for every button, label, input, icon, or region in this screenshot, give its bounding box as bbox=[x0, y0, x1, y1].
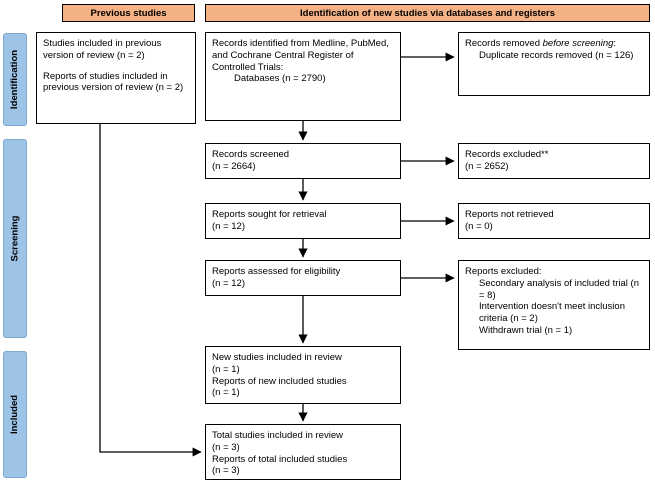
phase-label-included-text: Included bbox=[9, 394, 21, 435]
box-reports-sought bbox=[205, 203, 401, 239]
phase-label-identification bbox=[3, 33, 27, 126]
records-removed-suffix: : bbox=[613, 38, 617, 49]
header-identification-new-studies: Identification of new studies via databases and registers bbox=[205, 4, 650, 22]
new-studies-line1: New studies included in review bbox=[212, 352, 342, 363]
total-studies-line1: Total studies included in review bbox=[212, 430, 343, 441]
records-screened-label: Records screened bbox=[212, 149, 290, 160]
box-new-studies-included bbox=[205, 346, 401, 404]
records-identified-databases: Databases (n = 2790) bbox=[234, 73, 326, 85]
records-excluded-count: (n = 2652) bbox=[465, 160, 509, 172]
total-studies-line4: (n = 3) bbox=[212, 465, 240, 477]
box-reports-assessed bbox=[205, 260, 401, 296]
box-records-identified bbox=[205, 32, 401, 121]
box-reports-not-retrieved bbox=[458, 203, 650, 239]
new-studies-line3: Reports of new included studies bbox=[212, 375, 347, 387]
header-previous-studies: Previous studies bbox=[62, 4, 195, 22]
reports-not-retrieved-label: Reports not retrieved bbox=[465, 209, 554, 220]
total-studies-line3: Reports of total included studies bbox=[212, 453, 348, 465]
reports-assessed-count: (n = 12) bbox=[212, 277, 246, 289]
new-studies-line2: (n = 1) bbox=[212, 363, 240, 375]
records-removed-italic: before screening bbox=[542, 38, 614, 49]
box-total-studies-included bbox=[205, 424, 401, 480]
reports-assessed-label: Reports assessed for eligibility bbox=[212, 266, 341, 277]
phase-label-included bbox=[3, 351, 27, 478]
reports-excluded-item: Secondary analysis of included trial (n = 8) bbox=[479, 277, 640, 301]
reports-excluded-item: Intervention doesn't meet inclusion criteria (n = 2) bbox=[479, 301, 625, 325]
box-records-excluded bbox=[458, 143, 650, 179]
reports-excluded-item: Withdrawn trial (n = 1) bbox=[479, 324, 573, 336]
phase-label-screening-text: Screening bbox=[9, 215, 21, 262]
arrow-previous-to-total bbox=[100, 124, 201, 452]
previous-studies-para1: Studies included in previous version of review (n = 2) bbox=[43, 38, 162, 61]
box-records-screened bbox=[205, 143, 401, 179]
previous-studies-para2: Reports of studies included in previous version of review (n = 2) bbox=[43, 70, 184, 94]
records-removed-detail: Duplicate records removed (n = 126) bbox=[479, 49, 634, 61]
records-removed-prefix: Records removed bbox=[465, 38, 543, 49]
reports-sought-count: (n = 12) bbox=[212, 220, 246, 232]
records-excluded-label: Records excluded** bbox=[465, 149, 549, 160]
box-previous-studies-included bbox=[36, 32, 196, 124]
phase-label-identification-text: Identification bbox=[9, 49, 21, 110]
reports-excluded-title: Reports excluded: bbox=[465, 266, 542, 277]
box-records-removed bbox=[458, 32, 650, 96]
new-studies-line4: (n = 1) bbox=[212, 387, 240, 399]
reports-not-retrieved-count: (n = 0) bbox=[465, 220, 493, 232]
records-screened-count: (n = 2664) bbox=[212, 160, 256, 172]
records-identified-text: Records identified from Medline, PubMed, and Cochrane Central Register of Controlled Trials: bbox=[212, 38, 389, 73]
phase-label-screening bbox=[3, 139, 27, 338]
reports-sought-label: Reports sought for retrieval bbox=[212, 209, 327, 220]
records-removed-title bbox=[465, 38, 643, 50]
box-reports-excluded bbox=[458, 260, 650, 350]
total-studies-line2: (n = 3) bbox=[212, 441, 240, 453]
